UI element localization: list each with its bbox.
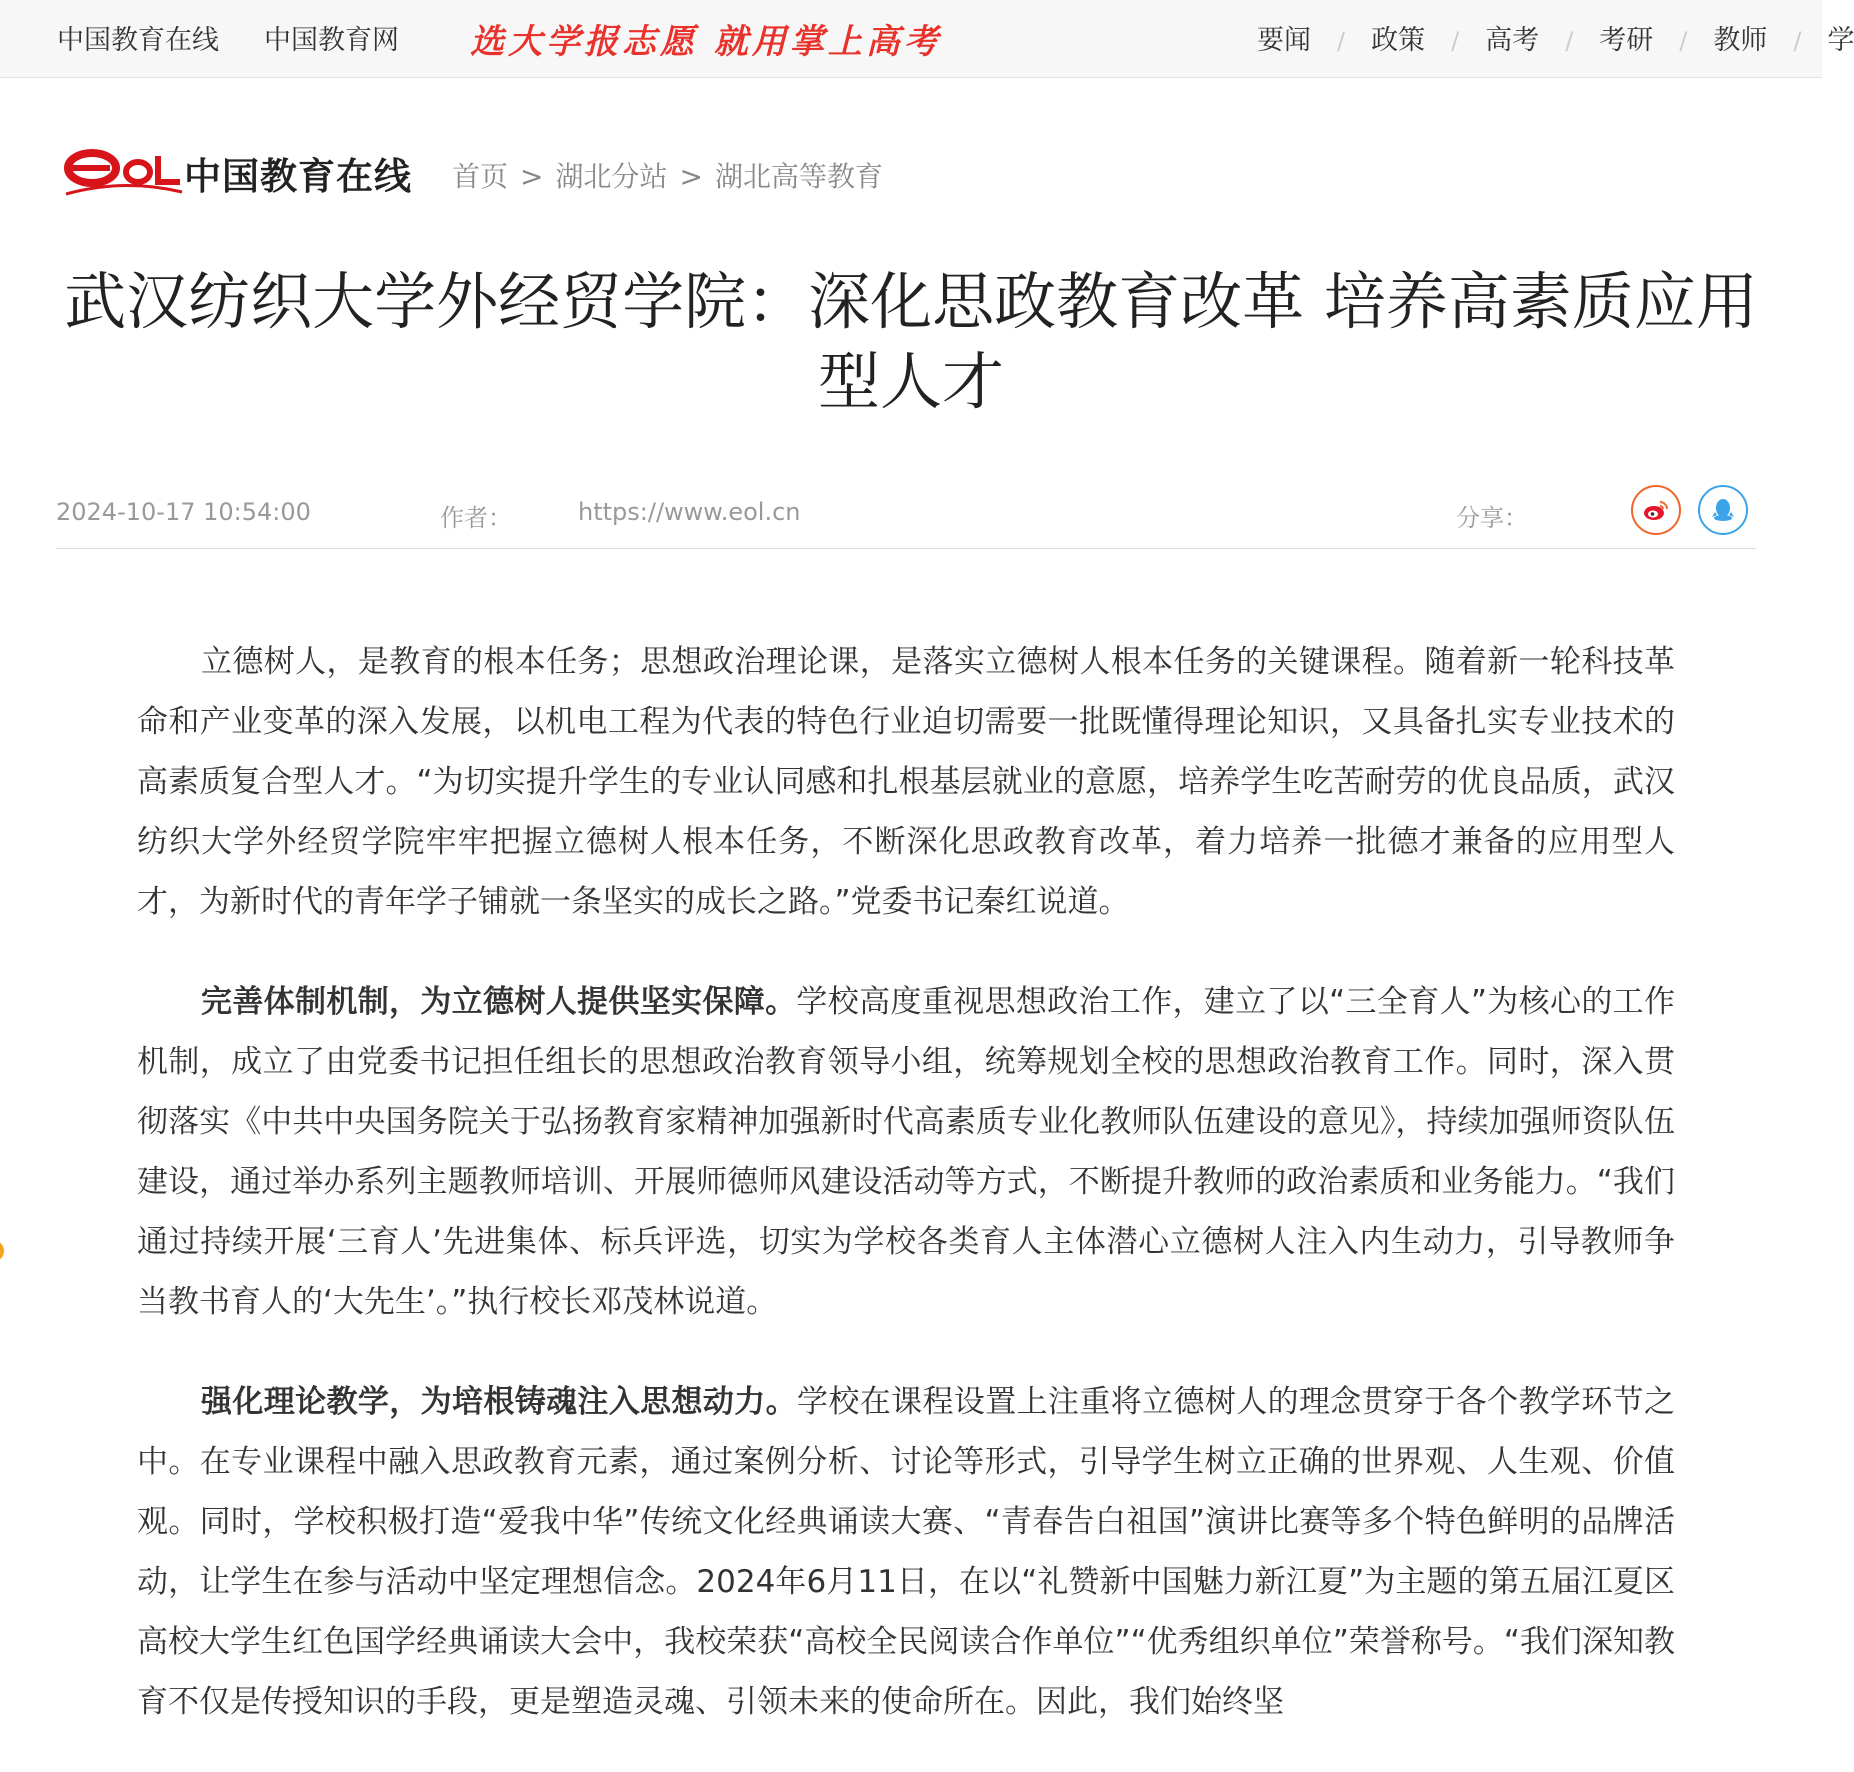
nav-item-teacher[interactable]: 教师 [1713, 25, 1768, 56]
eol-logo-icon [64, 138, 184, 200]
top-bar [0, 0, 1854, 78]
breadcrumb-home[interactable]: 首页 [452, 160, 509, 193]
side-float-tab[interactable] [0, 1240, 4, 1262]
breadcrumb-separator: > [520, 160, 544, 193]
author-label: 作者： [440, 504, 512, 532]
breadcrumb-hubei-higher-edu[interactable]: 湖北高等教育 [714, 160, 883, 193]
nav-item-more[interactable]: 学 [1827, 25, 1854, 56]
qq-icon [1709, 496, 1737, 524]
top-nav [1257, 18, 1854, 58]
weibo-icon [1642, 496, 1670, 524]
source-url: https://www.eol.cn [578, 498, 801, 526]
paragraph-text: 学校在课程设置上注重将立德树人的理念贯穿于各个教学环节之中。在专业课程中融入思政教育元素，通过案例分析、讨论等形式，引导学生树立正确的世界观、人生观、价值观。同时，学校积极打造“爱我中华”传统文化经典诵读大赛、“青春告白祖国”演讲比赛等多个特色鲜明的品牌活动，让学生在参与活动中坚定理想信念。2024年6月11日，在以“礼赞新中国魅力新江夏”为主题的第五届江夏区高校大学生红色国学经典诵读大会中，我校荣获“高校全民阅读合作单位”“优秀组织单位”荣誉称号。“我们深知教育不仅是传授知识的手段，更是塑造灵魂、引领未来的使命所在。因此，我们始终坚 [137, 1384, 1676, 1720]
paragraph-lead: 强化理论教学，为培根铸魂注入思想动力。 [201, 1384, 798, 1420]
article-paragraph [137, 632, 1675, 932]
paragraph-lead: 完善体制机制，为立德树人提供坚实保障。 [201, 984, 797, 1020]
site-logo[interactable] [64, 138, 424, 200]
paragraph-text: 学校高度重视思想政治工作，建立了以“三全育人”为核心的工作机制，成立了由党委书记担任组长的思想政治教育领导小组，统筹规划全校的思想政治教育工作。同时，深入贯彻落实《中共中央国务院关于弘扬教育家精神加强新时代高素质专业化教师队伍建设的意见》，持续加强师资队伍建设，通过举办系列主题教师培训、开展师德师风建设活动等方式，不断提升教师的政治素质和业务能力。“我们通过持续开展‘三育人’先进集体、标兵评选，切实为学校各类育人主体潜心立德树人注入内生动力，引导教师争当教书育人的‘大先生’。”执行校长邓茂林说道。 [137, 984, 1675, 1320]
paragraph-text: 立德树人，是教育的根本任务；思想政治理论课，是落实立德树人根本任务的关键课程。随着新一轮科技革命和产业变革的深入发展，以机电工程为代表的特色行业迫切需要一批既懂得理论知识，又具备扎实专业技术的高素质复合型人才。“为切实提升学生的专业认同感和扎根基层就业的意愿，培养学生吃苦耐劳的优良品质，武汉纺织大学外经贸学院牢牢把握立德树人根本任务，不断深化思政教育改革，着力培养一批德才兼备的应用型人才，为新时代的青年学子铺就一条坚实的成长之路。”党委书记秦红说道。 [137, 644, 1675, 920]
nav-separator: / [1565, 27, 1574, 55]
nav-separator: / [1451, 27, 1460, 55]
article-paragraph [137, 972, 1675, 1332]
share-label: 分享： [1456, 504, 1528, 532]
article-body [137, 632, 1675, 1772]
nav-item-news[interactable]: 要闻 [1257, 25, 1311, 56]
breadcrumb-separator: > [679, 160, 703, 193]
share-weibo-button[interactable] [1631, 485, 1681, 535]
nav-separator: / [1337, 27, 1346, 55]
logo-text: 中国教育在线 [184, 155, 412, 198]
nav-item-gaokao[interactable]: 高考 [1485, 25, 1540, 56]
nav-separator: / [1793, 27, 1802, 55]
nav-item-policy[interactable]: 政策 [1371, 25, 1426, 56]
article-title: 武汉纺织大学外经贸学院：深化思政教育改革 培养高素质应用型人才 [64, 265, 1758, 418]
nav-separator: / [1679, 27, 1688, 55]
article-paragraph [137, 1372, 1675, 1732]
site-link-edu-net[interactable]: 中国教育网 [264, 25, 399, 56]
breadcrumb-hubei[interactable]: 湖北分站 [555, 160, 668, 193]
nav-item-kaoyan[interactable]: 考研 [1599, 25, 1654, 56]
share-qq-button[interactable] [1698, 485, 1748, 535]
slogan-banner[interactable]: 选大学报志愿 就用掌上高考 [470, 22, 942, 62]
publish-date: 2024-10-17 10:54:00 [56, 498, 311, 526]
site-link-eol[interactable]: 中国教育在线 [57, 25, 219, 56]
meta-divider [56, 548, 1756, 549]
breadcrumb [452, 155, 883, 195]
